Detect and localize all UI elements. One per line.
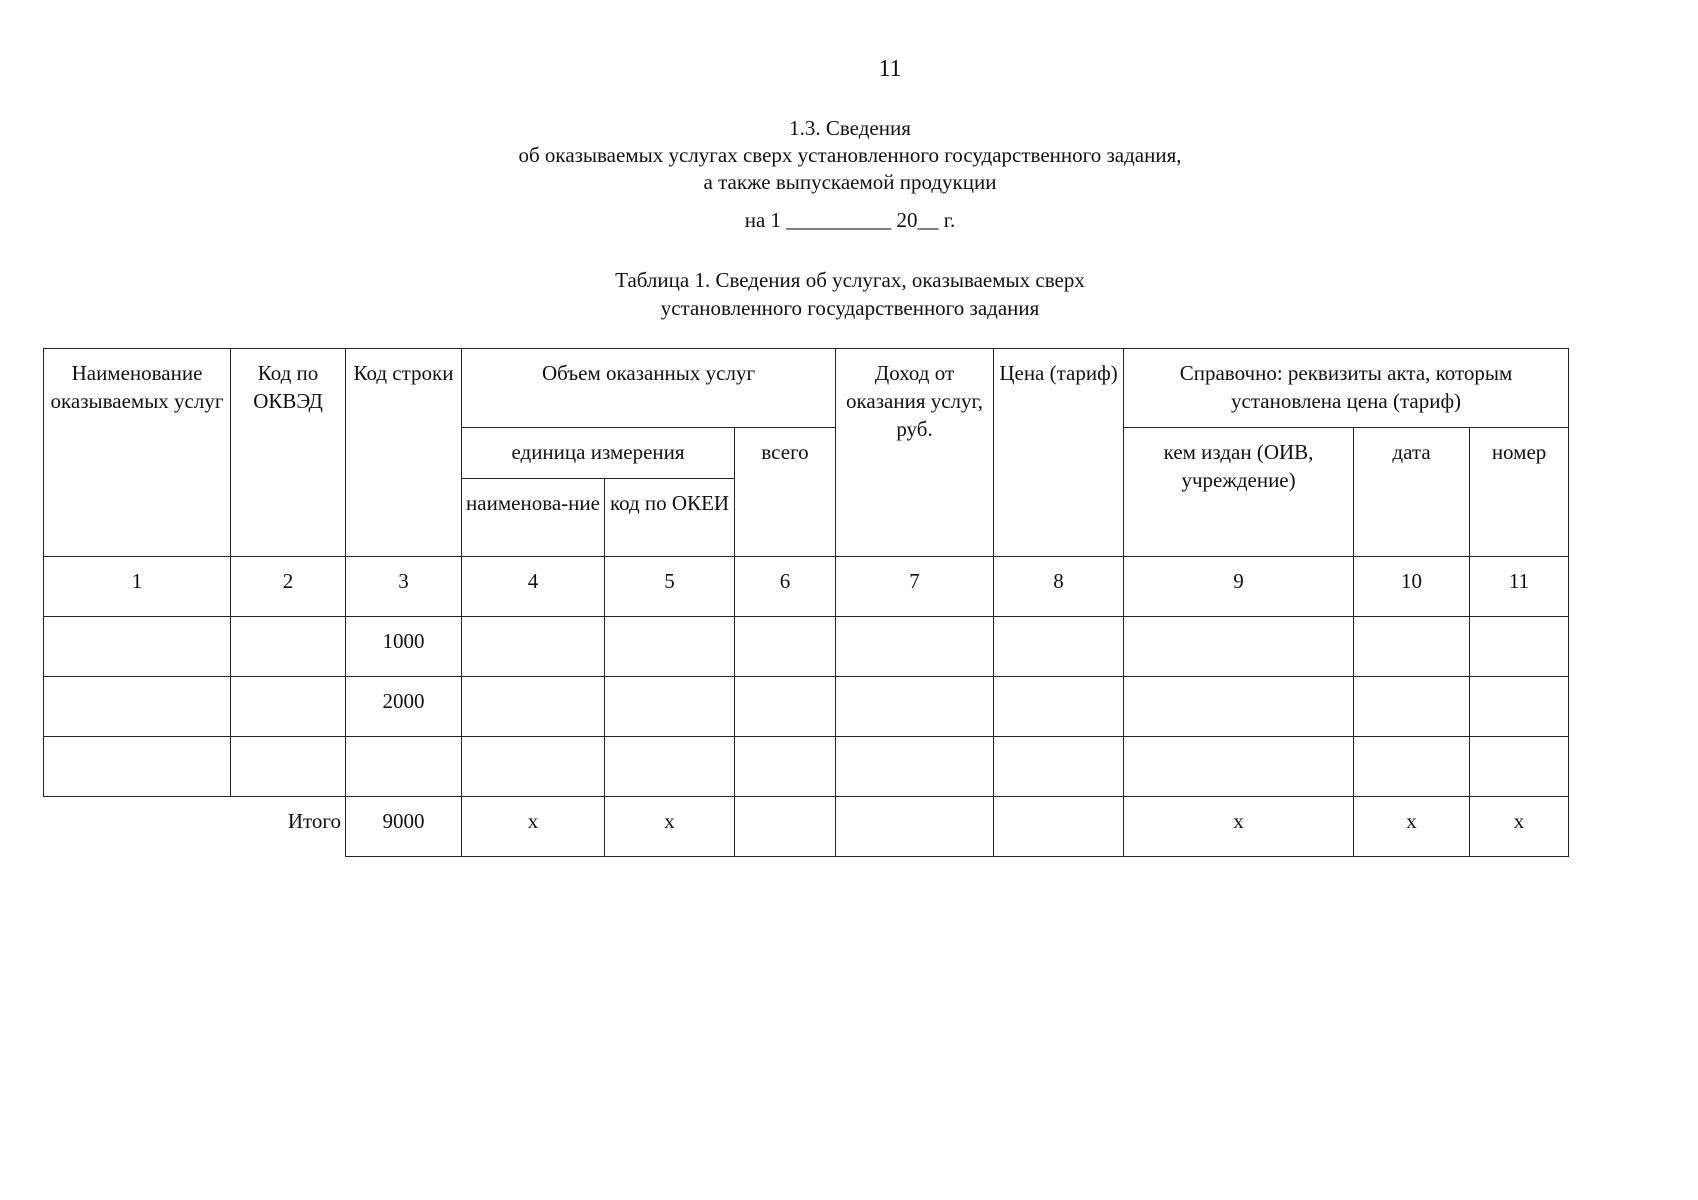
header-date: дата <box>1354 428 1470 557</box>
table-cell <box>44 737 231 797</box>
heading-line-1: 1.3. Сведения <box>789 116 911 140</box>
table-row <box>44 617 1569 677</box>
table-cell <box>735 677 836 737</box>
total-row <box>44 797 1569 857</box>
header-row-1 <box>44 349 1569 428</box>
header-income: Доход от оказания услуг, руб. <box>836 349 994 557</box>
column-number: 1 <box>44 557 231 617</box>
table-cell <box>231 677 346 737</box>
header-issuer: кем издан (ОИВ, учреждение) <box>1124 428 1354 557</box>
table-cell <box>346 737 462 797</box>
column-number: 4 <box>462 557 605 617</box>
table-cell: 1000 <box>346 617 462 677</box>
heading-line-2: об оказываемых услугах сверх установленного государственного задания, <box>518 143 1182 167</box>
total-cell: x <box>1470 797 1569 857</box>
page-number: 11 <box>878 56 902 82</box>
total-cell: x <box>1124 797 1354 857</box>
column-number: 6 <box>735 557 836 617</box>
table-cell <box>462 737 605 797</box>
total-cell <box>836 797 994 857</box>
table-cell <box>994 677 1124 737</box>
table-cell: 2000 <box>346 677 462 737</box>
total-label: Итого <box>44 797 346 857</box>
header-price: Цена (тариф) <box>994 349 1124 557</box>
table-cell <box>462 677 605 737</box>
table-cell <box>735 737 836 797</box>
table-cell <box>1124 617 1354 677</box>
caption-line-1: Таблица 1. Сведения об услугах, оказываемых сверх <box>615 268 1085 292</box>
header-row-code: Код строки <box>346 349 462 557</box>
column-number: 2 <box>231 557 346 617</box>
column-number: 8 <box>994 557 1124 617</box>
total-cell: 9000 <box>346 797 462 857</box>
table-cell <box>836 617 994 677</box>
table-cell <box>605 617 735 677</box>
header-service-name: Наименование оказываемых услуг <box>44 349 231 557</box>
services-table <box>43 348 1569 857</box>
total-cell: x <box>462 797 605 857</box>
total-cell: x <box>1354 797 1470 857</box>
caption-line-2: установленного государственного задания <box>660 296 1040 320</box>
header-unit-okei: код по ОКЕИ <box>605 479 735 557</box>
table-cell <box>836 737 994 797</box>
table-cell <box>605 677 735 737</box>
total-cell <box>994 797 1124 857</box>
table-row <box>44 737 1569 797</box>
total-cell: x <box>605 797 735 857</box>
header-okved: Код по ОКВЭД <box>231 349 346 557</box>
column-number: 3 <box>346 557 462 617</box>
header-total: всего <box>735 428 836 557</box>
column-number: 11 <box>1470 557 1569 617</box>
column-number-row <box>44 557 1569 617</box>
report-date-line: на 1 __________ 20__ г. <box>744 208 956 232</box>
header-unit: единица измерения <box>462 428 735 479</box>
table-caption <box>0 266 1698 322</box>
section-heading <box>0 115 1698 196</box>
column-number: 7 <box>836 557 994 617</box>
table-row <box>44 677 1569 737</box>
table-cell <box>1470 737 1569 797</box>
table-cell <box>462 617 605 677</box>
total-cell <box>735 797 836 857</box>
table-cell <box>1354 617 1470 677</box>
table-cell <box>1124 737 1354 797</box>
column-number: 10 <box>1354 557 1470 617</box>
column-number: 9 <box>1124 557 1354 617</box>
table-cell <box>1354 737 1470 797</box>
table-cell <box>44 617 231 677</box>
column-number: 5 <box>605 557 735 617</box>
header-volume: Объем оказанных услуг <box>462 349 836 428</box>
header-number: номер <box>1470 428 1569 557</box>
table-cell <box>44 677 231 737</box>
table-cell <box>605 737 735 797</box>
table-cell <box>1124 677 1354 737</box>
table-cell <box>231 737 346 797</box>
table-cell <box>994 737 1124 797</box>
table-cell <box>1470 617 1569 677</box>
table-cell <box>994 617 1124 677</box>
header-reference: Справочно: реквизиты акта, которым установлена цена (тариф) <box>1124 349 1569 428</box>
table-cell <box>735 617 836 677</box>
header-unit-name: наименова-ние <box>462 479 605 557</box>
table-cell <box>836 677 994 737</box>
table-cell <box>1354 677 1470 737</box>
heading-line-3: а также выпускаемой продукции <box>703 170 997 194</box>
table-cell <box>1470 677 1569 737</box>
table-cell <box>231 617 346 677</box>
